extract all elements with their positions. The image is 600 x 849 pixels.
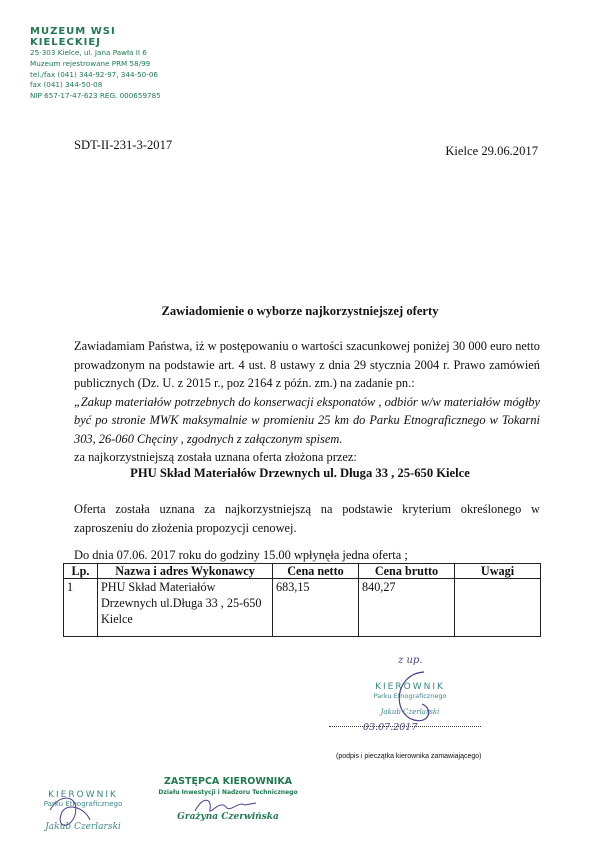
signature-caption: (podpis i pieczątka kierownika zamawiającego): [336, 753, 482, 760]
winning-company: PHU Skład Materiałów Drzewnych ul. Długa 33 , 25-650 Kielce: [130, 466, 470, 480]
stamp-name: Jakub Czerlarski: [380, 708, 440, 716]
museum-stamp-line: 25-303 Kielce, ul. Jana Pawła II 6: [30, 48, 147, 57]
cell-lp: 1: [64, 579, 98, 637]
stamp-name: Grażyna Czerwińska: [177, 812, 279, 822]
cell-notes: [455, 579, 541, 637]
intro-paragraph: Zawiadamiam Państwa, iż w postępowaniu o wartości szacunkowej poniżej 30 000 euro netto prowadzonym na podstawie art. 4 ust. 8 ustawy z dnia 29 stycznia 2004 r. Prawo zamówień publicznych (Dz. U. z 2015 r., poz 2164 z późn. zm.) na zadanie pn.:: [74, 339, 540, 390]
column-header-lp: Lp.: [64, 564, 98, 579]
stamp-title: ZASTĘPCA KIEROWNIKA: [163, 776, 293, 787]
stamp-title: KIEROWNIK: [48, 790, 118, 800]
table-row: [64, 579, 541, 637]
table-header-row: [64, 564, 541, 579]
task-title: „Zakup materiałów potrzebnych do konserwacji eksponatów , odbiór w/w materiałów mógłby być po stronie MWK maksymalnie w promieniu 25 km do Parku Etnograficznego w Tokarni 303, 26-060 Chęciny , zgodnych z załączonym spisem.: [74, 394, 540, 446]
handwritten-date: 03.07.2017: [363, 722, 418, 733]
document-heading: Zawiadomienie o wyborze najkorzystniejszej oferty: [161, 304, 439, 318]
column-header-notes: Uwagi: [455, 564, 541, 579]
document-date: Kielce 29.06.2017: [445, 144, 538, 158]
stamp-title: KIEROWNIK: [375, 682, 445, 692]
notice-body: [74, 337, 540, 467]
criterion-paragraph: Oferta została uznana za najkorzystniejszą na podstawie kryterium określonego w zaproszeniu do złożenia propozycji cenowej.: [74, 502, 540, 535]
stamp-subtitle: Działu Inwestycji i Nadzoru Technicznego: [158, 789, 298, 796]
handwritten-note: z up.: [398, 655, 423, 666]
museum-stamp-line: tel./fax (041) 344-92-97, 344-50-06: [30, 69, 158, 79]
column-header-gross: Cena brutto: [359, 564, 455, 579]
cell-gross-price: 840,27: [359, 579, 455, 637]
cell-net-price: 683,15: [273, 579, 359, 637]
signature-scribble-deputy: [190, 793, 260, 821]
received-offers-line: Do dnia 07.06. 2017 roku do godziny 15.00 wpłynęła jedna oferta ;: [74, 548, 408, 562]
museum-stamp-line: Muzeum rejestrowane PRM 58/99: [30, 58, 151, 68]
museum-stamp-line: fax (041) 344-50-08: [30, 80, 103, 90]
museum-stamp-title: MUZEUM WSI KIELECKIEJ: [30, 26, 116, 48]
signature-scribble-left: [40, 790, 100, 835]
stamp-subtitle: Parku Etnograficznego: [373, 692, 447, 700]
chosen-offer-intro: za najkorzystniejszą została uznana oferta złożona przez:: [74, 450, 357, 464]
reference-number: SDT-II-231-3-2017: [74, 138, 173, 152]
stamp-subtitle: Parku Etnograficznego: [43, 800, 123, 808]
column-header-net: Cena netto: [273, 564, 359, 579]
column-header-name: Nazwa i adres Wykonawcy: [98, 564, 273, 579]
museum-stamp-line: NIP 657-17-47-623 REG. 000659785: [30, 91, 161, 101]
offers-table: [63, 563, 541, 637]
cell-contractor: PHU Skład Materiałów Drzewnych ul.Długa 33 , 25-650 Kielce: [98, 579, 273, 637]
stamp-name: Jakub Czerlarski: [45, 822, 121, 832]
museum-stamp: [30, 26, 190, 102]
